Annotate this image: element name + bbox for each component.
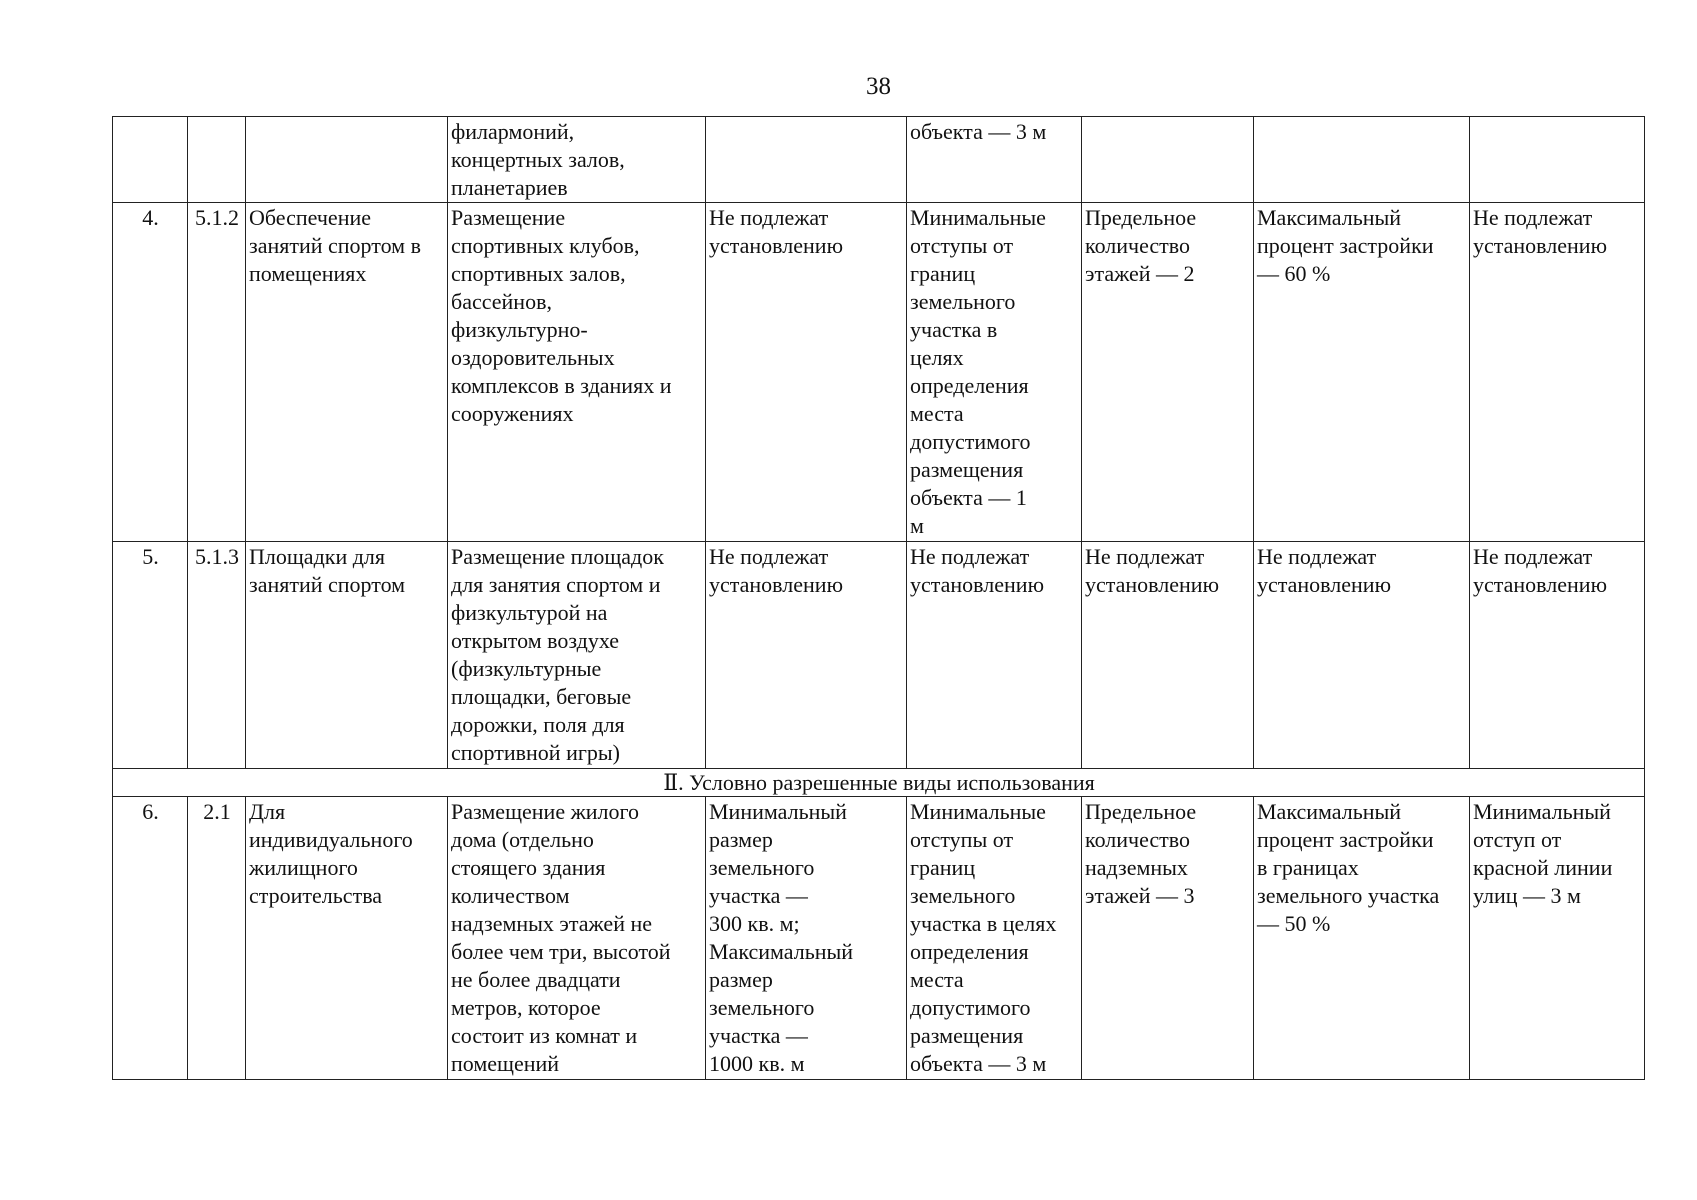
cell-text-line: установлению — [910, 572, 1045, 597]
cell-text-line: Не подлежат — [1473, 544, 1593, 569]
cell-text-line: занятий спортом в — [249, 233, 421, 258]
cell-text-line: участка в целях — [910, 911, 1057, 936]
cell-text-line: Для — [249, 799, 286, 824]
cell-text-line: надземных этажей не — [451, 911, 653, 936]
cell-text-line: земельного — [910, 289, 1016, 314]
cell-text-line: Предельное — [1085, 799, 1197, 824]
setbacks-cell — [907, 203, 1082, 542]
floors-cell — [1082, 203, 1254, 542]
cell-text-line: размер — [709, 967, 773, 992]
cell-text-line: допустимого — [910, 995, 1031, 1020]
cell-text-line: Не подлежат — [1085, 544, 1205, 569]
cell-text-line: определения — [910, 939, 1029, 964]
cell-text-line: спортивных клубов, — [451, 233, 640, 258]
cell-text-line: площадки, беговые — [451, 684, 632, 709]
cell-text-line: объекта — 1 — [910, 485, 1027, 510]
cell-text-line: количество — [1085, 827, 1191, 852]
cell-text-line: количество — [1085, 233, 1191, 258]
cell-text-line: земельного — [709, 855, 815, 880]
use-name-cell — [246, 117, 448, 203]
land-use-table — [112, 116, 1645, 1080]
cell-text-line: участка — — [709, 883, 808, 908]
setbacks-cell — [907, 542, 1082, 769]
code-cell: 5.1.2 — [188, 203, 246, 542]
cell-text-line: 300 кв. м; — [709, 911, 800, 936]
cell-text-line: оздоровительных — [451, 345, 615, 370]
cell-text-line: этажей — 2 — [1085, 261, 1195, 286]
cell-text-line: Не подлежат — [910, 544, 1030, 569]
cell-text-line: установлению — [1257, 572, 1392, 597]
cell-text-line: сооружениях — [451, 401, 574, 426]
cell-text-line: дома (отдельно — [451, 827, 594, 852]
cell-text-line: — 50 % — [1257, 911, 1331, 936]
table-row — [113, 117, 1645, 203]
cell-text-line: процент застройки — [1257, 827, 1434, 852]
plot-size-cell — [706, 797, 907, 1080]
description-cell — [448, 117, 706, 203]
cell-text-line: планетариев — [451, 175, 568, 200]
cell-text-line: в границах — [1257, 855, 1359, 880]
cell-text-line: открытом воздухе — [451, 628, 620, 653]
section-title: Ⅱ. Условно разрешенные виды использования — [113, 769, 1645, 797]
code-cell — [188, 117, 246, 203]
cell-text-line: объекта — 3 м — [910, 1051, 1047, 1076]
setbacks-cell — [907, 797, 1082, 1080]
cell-text-line: помещениях — [249, 261, 367, 286]
cell-text-line: установлению — [709, 572, 844, 597]
description-cell — [448, 797, 706, 1080]
cell-text-line: отступы от — [910, 827, 1014, 852]
cell-text-line: границ — [910, 261, 976, 286]
description-cell — [448, 203, 706, 542]
cell-text-line: Не подлежат — [709, 205, 829, 230]
plot-size-cell — [706, 542, 907, 769]
cell-text-line: размещения — [910, 457, 1024, 482]
cell-text-line: состоит из комнат и — [451, 1023, 638, 1048]
cell-text-line: Размещение — [451, 205, 566, 230]
other-params-cell — [1470, 117, 1645, 203]
cell-text-line: — 60 % — [1257, 261, 1331, 286]
cell-text-line: дорожки, поля для — [451, 712, 625, 737]
table-row — [113, 797, 1645, 1080]
cell-text-line: 1000 кв. м — [709, 1051, 805, 1076]
cell-text-line: физкультурно- — [451, 317, 588, 342]
code-cell: 2.1 — [188, 797, 246, 1080]
cell-text-line: надземных — [1085, 855, 1188, 880]
cell-text-line: допустимого — [910, 429, 1031, 454]
page-number: 38 — [866, 73, 891, 100]
cell-text-line: определения — [910, 373, 1029, 398]
cell-text-line: комплексов в зданиях и — [451, 373, 672, 398]
cell-text-line: филармоний, — [451, 119, 575, 144]
cell-text-line: Минимальные — [910, 799, 1046, 824]
cell-text-line: физкультурой на — [451, 600, 608, 625]
floors-cell — [1082, 117, 1254, 203]
cell-text-line: спортивных залов, — [451, 261, 626, 286]
cell-text-line: Площадки для — [249, 544, 386, 569]
cell-text-line: объекта — 3 м — [910, 119, 1047, 144]
setbacks-cell — [907, 117, 1082, 203]
cell-text-line: границ — [910, 855, 976, 880]
cell-text-line: количеством — [451, 883, 570, 908]
cell-text-line: Максимальный — [1257, 799, 1402, 824]
cell-text-line: места — [910, 401, 964, 426]
cell-text-line: красной линии — [1473, 855, 1613, 880]
code-cell: 5.1.3 — [188, 542, 246, 769]
cell-text-line: более чем три, высотой — [451, 939, 671, 964]
plot-size-cell — [706, 203, 907, 542]
cell-text-line: отступ от — [1473, 827, 1562, 852]
cell-text-line: земельного — [910, 883, 1016, 908]
other-params-cell — [1470, 203, 1645, 542]
cell-text-line: индивидуального — [249, 827, 413, 852]
cell-text-line: целях — [910, 345, 964, 370]
cell-text-line: Предельное — [1085, 205, 1197, 230]
cell-text-line: Не подлежат — [1257, 544, 1377, 569]
cell-text-line: строительства — [249, 883, 383, 908]
row-number-cell: 4. — [113, 203, 188, 542]
row-number-cell: 5. — [113, 542, 188, 769]
description-cell — [448, 542, 706, 769]
use-name-cell — [246, 203, 448, 542]
coverage-cell — [1254, 203, 1470, 542]
cell-text-line: установлению — [1473, 233, 1608, 258]
cell-text-line: для занятия спортом и — [451, 572, 661, 597]
cell-text-line: установлению — [1473, 572, 1608, 597]
cell-text-line: улиц — 3 м — [1473, 883, 1581, 908]
cell-text-line: земельного — [709, 995, 815, 1020]
cell-text-line: установлению — [709, 233, 844, 258]
cell-text-line: (физкультурные — [451, 656, 602, 681]
cell-text-line: участка в — [910, 317, 998, 342]
use-name-cell — [246, 797, 448, 1080]
cell-text-line: Обеспечение — [249, 205, 371, 230]
cell-text-line: Максимальный — [709, 939, 854, 964]
cell-text-line: Минимальный — [709, 799, 847, 824]
cell-text-line: бассейнов, — [451, 289, 552, 314]
cell-text-line: Максимальный — [1257, 205, 1402, 230]
table-row — [113, 542, 1645, 769]
cell-text-line: Не подлежат — [1473, 205, 1593, 230]
cell-text-line: Размещение площадок — [451, 544, 664, 569]
coverage-cell — [1254, 117, 1470, 203]
cell-text-line: размер — [709, 827, 773, 852]
cell-text-line: Минимальные — [910, 205, 1046, 230]
cell-text-line: не более двадцати — [451, 967, 621, 992]
cell-text-line: концертных залов, — [451, 147, 625, 172]
cell-text-line: метров, которое — [451, 995, 601, 1020]
cell-text-line: размещения — [910, 1023, 1024, 1048]
floors-cell — [1082, 542, 1254, 769]
cell-text-line: участка — — [709, 1023, 808, 1048]
cell-text-line: помещений — [451, 1051, 560, 1076]
cell-text-line: установлению — [1085, 572, 1220, 597]
cell-text-line: спортивной игры) — [451, 740, 620, 765]
cell-text-line: Не подлежат — [709, 544, 829, 569]
cell-text-line: места — [910, 967, 964, 992]
cell-text-line: отступы от — [910, 233, 1014, 258]
coverage-cell — [1254, 797, 1470, 1080]
row-number-cell: 6. — [113, 797, 188, 1080]
row-number-cell — [113, 117, 188, 203]
use-name-cell — [246, 542, 448, 769]
other-params-cell — [1470, 542, 1645, 769]
cell-text-line: процент застройки — [1257, 233, 1434, 258]
cell-text-line: жилищного — [249, 855, 358, 880]
plot-size-cell — [706, 117, 907, 203]
cell-text-line: м — [910, 513, 924, 538]
cell-text-line: занятий спортом — [249, 572, 406, 597]
table-row — [113, 203, 1645, 542]
cell-text-line: стоящего здания — [451, 855, 606, 880]
floors-cell — [1082, 797, 1254, 1080]
table-body — [113, 117, 1645, 1080]
coverage-cell — [1254, 542, 1470, 769]
cell-text-line: земельного участка — [1257, 883, 1440, 908]
cell-text-line: Минимальный — [1473, 799, 1611, 824]
cell-text-line: этажей — 3 — [1085, 883, 1195, 908]
cell-text-line: Размещение жилого — [451, 799, 640, 824]
section-header-row — [113, 769, 1645, 797]
other-params-cell — [1470, 797, 1645, 1080]
